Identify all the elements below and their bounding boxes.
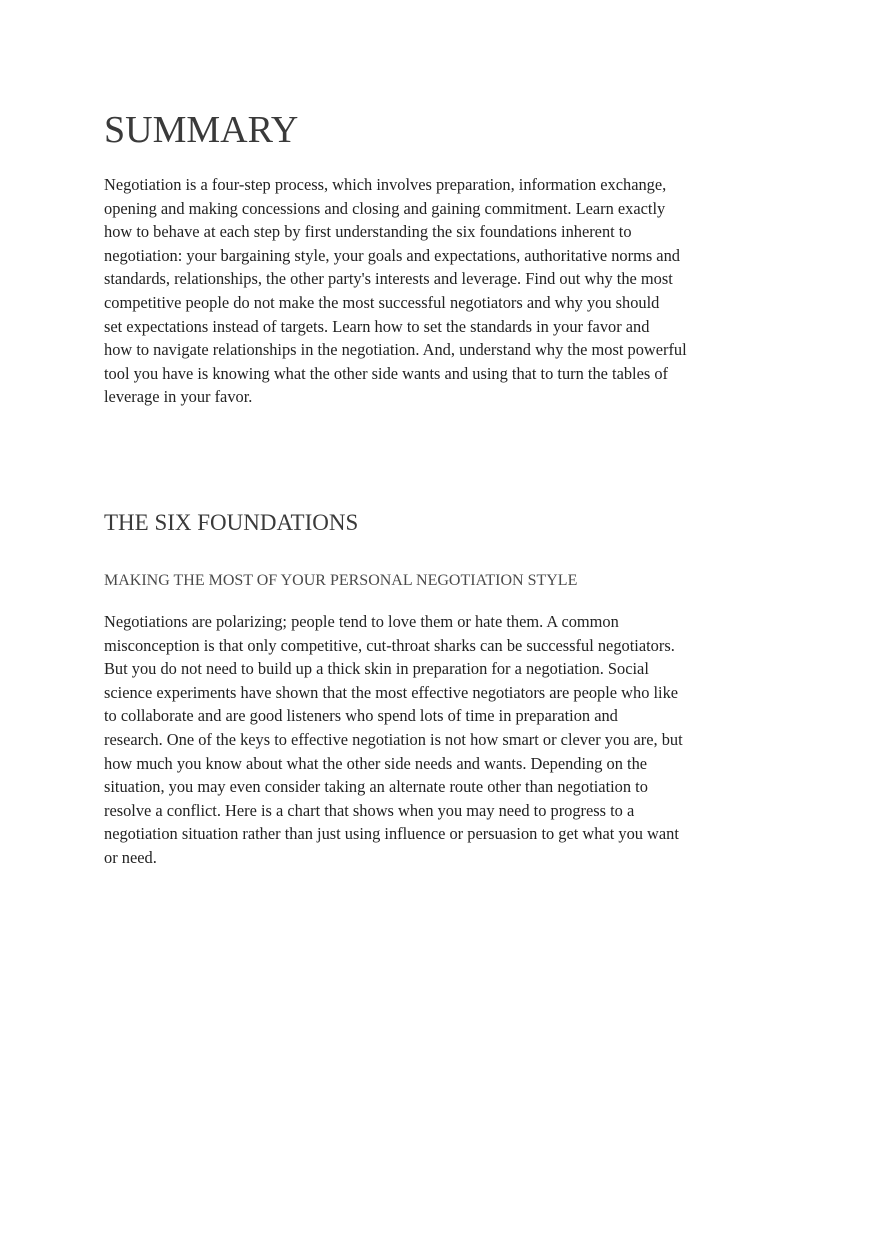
text-line: standards, relationships, the other party's interests and leverage. Find out why the most [104,269,673,289]
text-line: how to behave at each step by first understanding the six foundations inherent to [104,222,632,242]
text-line: how to navigate relationships in the negotiation. And, understand why the most powerful [104,340,687,360]
text-line: competitive people do not make the most successful negotiators and why you should [104,292,660,312]
text-line: set expectations instead of targets. Learn how to set the standards in your favor and [104,316,650,336]
negotiation-style-subheading: MAKING THE MOST OF YOUR PERSONAL NEGOTIATION STYLE [104,572,578,589]
text-line: Negotiation is a four-step process, which involves preparation, information exchange, [104,175,667,194]
text-line: or need. [104,847,157,867]
text-line: negotiation: your bargaining style, your goals and expectations, authoritative norms and [104,245,680,265]
text-line: misconception is that only competitive, cut-throat sharks can be successful negotiators. [104,635,675,655]
text-line: to collaborate and are good listeners who spend lots of time in preparation and [104,706,618,726]
text-line: situation, you may even consider taking an alternate route other than negotiation to [104,777,648,797]
summary-paragraph [104,173,732,409]
negotiation-style-paragraph [104,610,732,870]
text-line: tool you have is knowing what the other side wants and using that to turn the tables of [104,363,669,383]
text-line: But you do not need to build up a thick skin in preparation for a negotiation. Social [104,659,649,679]
six-foundations-heading: THE SIX FOUNDATIONS [104,510,359,535]
text-line: resolve a conflict. Here is a chart that shows when you may need to progress to a [104,800,635,820]
summary-heading: SUMMARY [104,109,299,151]
text-line: science experiments have shown that the most effective negotiators are people who like [104,682,679,702]
text-line: how much you know about what the other side needs and wants. Depending on the [104,753,648,773]
text-line: research. One of the keys to effective negotiation is not how smart or clever you are, but [104,729,683,749]
text-line: opening and making concessions and closing and gaining commitment. Learn exactly [104,198,666,218]
text-line: leverage in your favor. [104,387,253,407]
text-line: Negotiations are polarizing; people tend to love them or hate them. A common [104,612,619,631]
text-line: negotiation situation rather than just using influence or persuasion to get what you want [104,824,679,844]
